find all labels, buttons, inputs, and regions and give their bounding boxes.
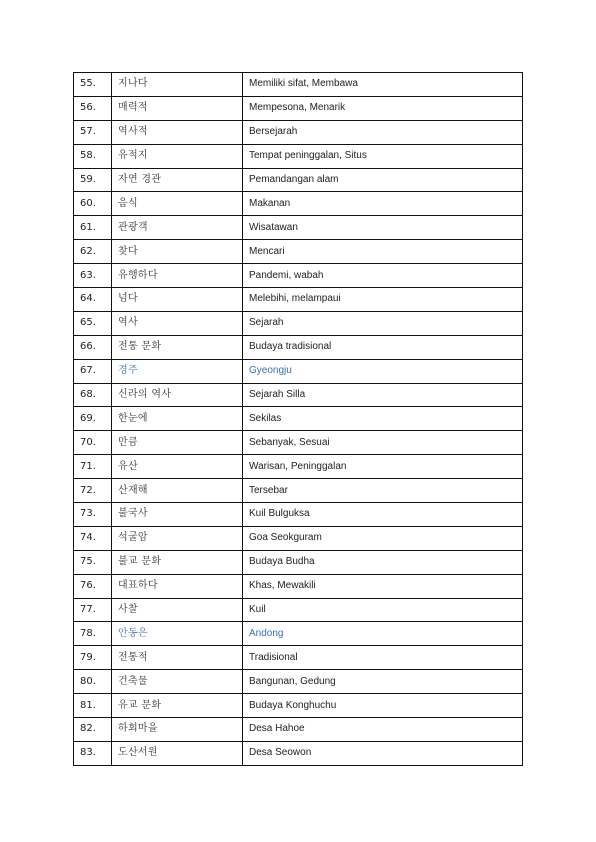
korean-term: 신라의 역사 <box>112 383 243 407</box>
korean-term[interactable]: 경주 <box>112 359 243 383</box>
korean-term: 한눈에 <box>112 407 243 431</box>
table-row <box>74 192 523 216</box>
table-row <box>74 741 523 765</box>
row-number: 73. <box>74 503 112 527</box>
table-row <box>74 526 523 550</box>
row-number: 62. <box>74 240 112 264</box>
table-row <box>74 407 523 431</box>
row-number: 74. <box>74 526 112 550</box>
indonesian-translation[interactable]: Gyeongju <box>243 359 523 383</box>
indonesian-translation: Sebanyak, Sesuai <box>243 431 523 455</box>
indonesian-translation: Tradisional <box>243 646 523 670</box>
korean-term: 전통적 <box>112 646 243 670</box>
korean-term: 산재해 <box>112 479 243 503</box>
row-number: 82. <box>74 718 112 742</box>
korean-term: 역사적 <box>112 120 243 144</box>
indonesian-translation: Budaya Budha <box>243 550 523 574</box>
row-number: 69. <box>74 407 112 431</box>
indonesian-translation: Sejarah Silla <box>243 383 523 407</box>
indonesian-translation: Kuil Bulguksa <box>243 503 523 527</box>
table-row <box>74 359 523 383</box>
indonesian-translation[interactable]: Andong <box>243 622 523 646</box>
row-number: 59. <box>74 168 112 192</box>
korean-term: 관광객 <box>112 216 243 240</box>
row-number: 65. <box>74 311 112 335</box>
korean-term[interactable]: 안동은 <box>112 622 243 646</box>
row-number: 83. <box>74 741 112 765</box>
table-row <box>74 96 523 120</box>
row-number: 58. <box>74 144 112 168</box>
indonesian-translation: Pandemi, wabah <box>243 264 523 288</box>
table-row <box>74 264 523 288</box>
table-row <box>74 120 523 144</box>
korean-term: 찾다 <box>112 240 243 264</box>
table-row <box>74 216 523 240</box>
table-row <box>74 718 523 742</box>
table-row <box>74 431 523 455</box>
korean-term: 대표하다 <box>112 574 243 598</box>
korean-term: 음식 <box>112 192 243 216</box>
indonesian-translation: Bersejarah <box>243 120 523 144</box>
indonesian-translation: Sejarah <box>243 311 523 335</box>
indonesian-translation: Mencari <box>243 240 523 264</box>
table-row <box>74 646 523 670</box>
row-number: 80. <box>74 670 112 694</box>
korean-term: 하회마을 <box>112 718 243 742</box>
korean-term: 지나다 <box>112 73 243 97</box>
table-row <box>74 694 523 718</box>
row-number: 55. <box>74 73 112 97</box>
korean-term: 매력적 <box>112 96 243 120</box>
indonesian-translation: Wisatawan <box>243 216 523 240</box>
korean-term: 유행하다 <box>112 264 243 288</box>
row-number: 67. <box>74 359 112 383</box>
indonesian-translation: Tersebar <box>243 479 523 503</box>
korean-term: 전통 문화 <box>112 335 243 359</box>
table-row <box>74 670 523 694</box>
row-number: 72. <box>74 479 112 503</box>
row-number: 76. <box>74 574 112 598</box>
korean-term: 석굴암 <box>112 526 243 550</box>
row-number: 60. <box>74 192 112 216</box>
row-number: 66. <box>74 335 112 359</box>
indonesian-translation: Goa Seokguram <box>243 526 523 550</box>
table-row <box>74 335 523 359</box>
korean-term: 사찰 <box>112 598 243 622</box>
indonesian-translation: Budaya Konghuchu <box>243 694 523 718</box>
table-row <box>74 168 523 192</box>
indonesian-translation: Tempat peninggalan, Situs <box>243 144 523 168</box>
row-number: 75. <box>74 550 112 574</box>
vocabulary-table-body <box>74 73 523 766</box>
row-number: 77. <box>74 598 112 622</box>
indonesian-translation: Mempesona, Menarik <box>243 96 523 120</box>
row-number: 70. <box>74 431 112 455</box>
indonesian-translation: Kuil <box>243 598 523 622</box>
korean-term: 만큼 <box>112 431 243 455</box>
row-number: 57. <box>74 120 112 144</box>
indonesian-translation: Desa Hahoe <box>243 718 523 742</box>
indonesian-translation: Sekilas <box>243 407 523 431</box>
indonesian-translation: Melebihi, melampaui <box>243 288 523 312</box>
table-row <box>74 574 523 598</box>
table-row <box>74 383 523 407</box>
table-row <box>74 598 523 622</box>
table-row <box>74 550 523 574</box>
korean-term: 불국사 <box>112 503 243 527</box>
korean-term: 역사 <box>112 311 243 335</box>
korean-term: 건축물 <box>112 670 243 694</box>
table-row <box>74 288 523 312</box>
row-number: 68. <box>74 383 112 407</box>
row-number: 81. <box>74 694 112 718</box>
indonesian-translation: Warisan, Peninggalan <box>243 455 523 479</box>
row-number: 61. <box>74 216 112 240</box>
table-row <box>74 479 523 503</box>
table-row <box>74 622 523 646</box>
table-row <box>74 73 523 97</box>
row-number: 64. <box>74 288 112 312</box>
indonesian-translation: Budaya tradisional <box>243 335 523 359</box>
korean-term: 유적지 <box>112 144 243 168</box>
row-number: 71. <box>74 455 112 479</box>
indonesian-translation: Pemandangan alam <box>243 168 523 192</box>
korean-term: 자연 경관 <box>112 168 243 192</box>
indonesian-translation: Desa Seowon <box>243 741 523 765</box>
row-number: 78. <box>74 622 112 646</box>
indonesian-translation: Makanan <box>243 192 523 216</box>
korean-term: 불교 문화 <box>112 550 243 574</box>
table-row <box>74 240 523 264</box>
row-number: 63. <box>74 264 112 288</box>
indonesian-translation: Khas, Mewakili <box>243 574 523 598</box>
row-number: 79. <box>74 646 112 670</box>
korean-term: 유교 문화 <box>112 694 243 718</box>
korean-term: 넘다 <box>112 288 243 312</box>
vocabulary-table <box>73 72 523 766</box>
table-row <box>74 503 523 527</box>
indonesian-translation: Memiliki sifat, Membawa <box>243 73 523 97</box>
indonesian-translation: Bangunan, Gedung <box>243 670 523 694</box>
table-row <box>74 455 523 479</box>
korean-term: 도산서원 <box>112 741 243 765</box>
table-row <box>74 311 523 335</box>
table-row <box>74 144 523 168</box>
row-number: 56. <box>74 96 112 120</box>
korean-term: 유산 <box>112 455 243 479</box>
